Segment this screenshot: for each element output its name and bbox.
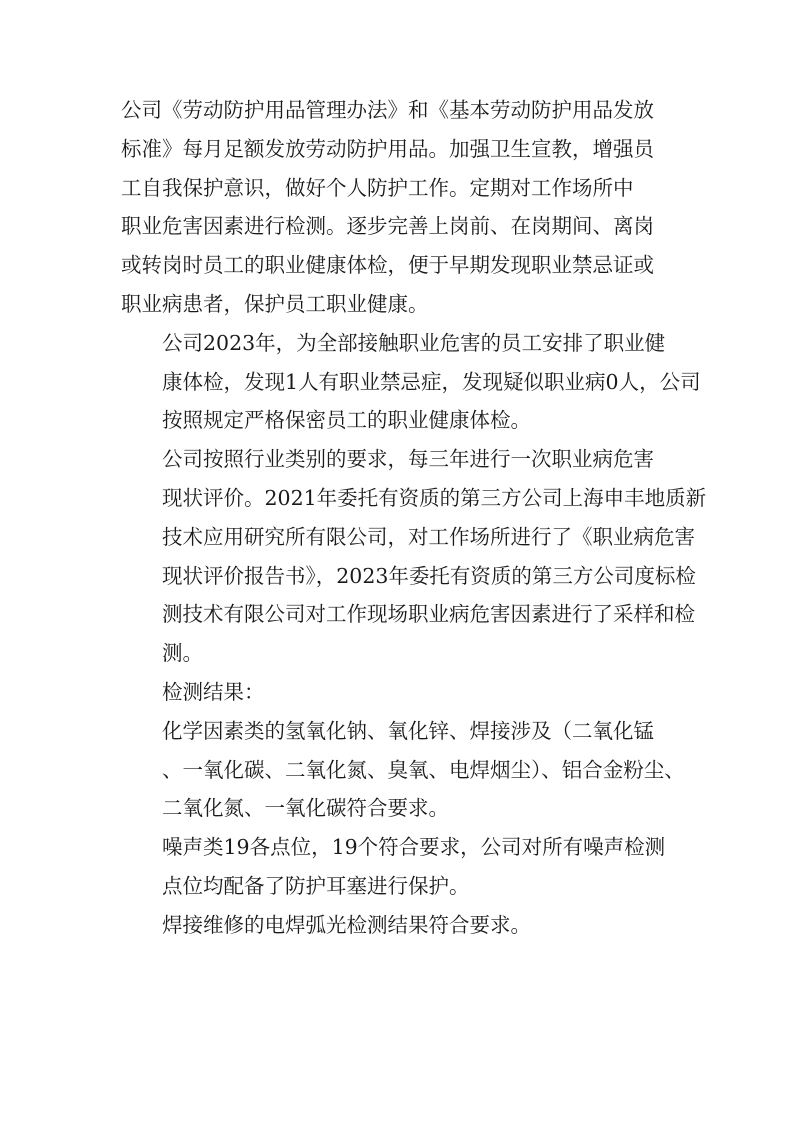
paragraph-hazard-evaluation [121,440,707,673]
text-line: 现状评价报告书》，2023年委托有资质的第三方公司度标检 [162,563,696,588]
paragraph-results-heading [121,673,681,712]
paragraph-chemical-factors [121,712,685,828]
text-line: 噪声类19各点位，19个符合要求，公司对所有噪声检测 [162,835,666,860]
text-line: 康体检，发现1人有职业禁忌症，发现疑似职业病0人，公司 [162,369,701,394]
text-line: 标准》每月足额发放劳动防护用品。加强卫生宣教，增强员 [121,136,654,161]
text-line: 职业危害因素进行检测。逐步完善上岗前、在岗期间、离岗 [121,214,654,239]
text-line: 二氧化氮、一氧化碳符合要求。 [162,796,449,821]
text-line: 公司《劳动防护用品管理办法》和《基本劳动防护用品发放 [121,98,654,122]
paragraph-noise-factors [121,828,681,906]
paragraph-health-checkup [121,324,701,440]
paragraph-arc-light [121,906,681,945]
text-line: 点位均配备了防护耳塞进行保护。 [162,873,470,898]
text-line: 化学因素类的氢氧化钠、氧化锌、焊接涉及（二氧化锰 [162,718,654,743]
text-line: 或转岗时员工的职业健康体检，便于早期发现职业禁忌证或 [121,253,654,278]
text-line: 焊接维修的电焊弧光检测结果符合要求。 [162,912,531,937]
text-line: 测。 [162,641,203,666]
text-line: 按照规定严格保密员工的职业健康体检。 [162,408,531,433]
text-line: 测技术有限公司对工作现场职业病危害因素进行了采样和检 [162,602,695,627]
text-line: 检测结果： [162,679,265,704]
text-line: 、一氧化碳、二氧化氮、臭氧、电焊烟尘）、铝合金粉尘、 [162,757,685,782]
text-line: 公司2023年，为全部接触职业危害的员工安排了职业健 [162,330,666,355]
text-line: 现状评价。2021年委托有资质的第三方公司上海申丰地质新 [162,485,707,510]
text-line: 工自我保护意识，做好个人防护工作。定期对工作场所中 [121,175,634,200]
paragraph-labor-protection [121,91,681,324]
text-line: 公司按照行业类别的要求，每三年进行一次职业病危害 [162,447,654,472]
text-line: 职业病患者，保护员工职业健康。 [121,291,429,316]
text-line: 技术应用研究所有限公司，对工作场所进行了《职业病危害 [162,524,695,549]
document-body [121,91,707,945]
